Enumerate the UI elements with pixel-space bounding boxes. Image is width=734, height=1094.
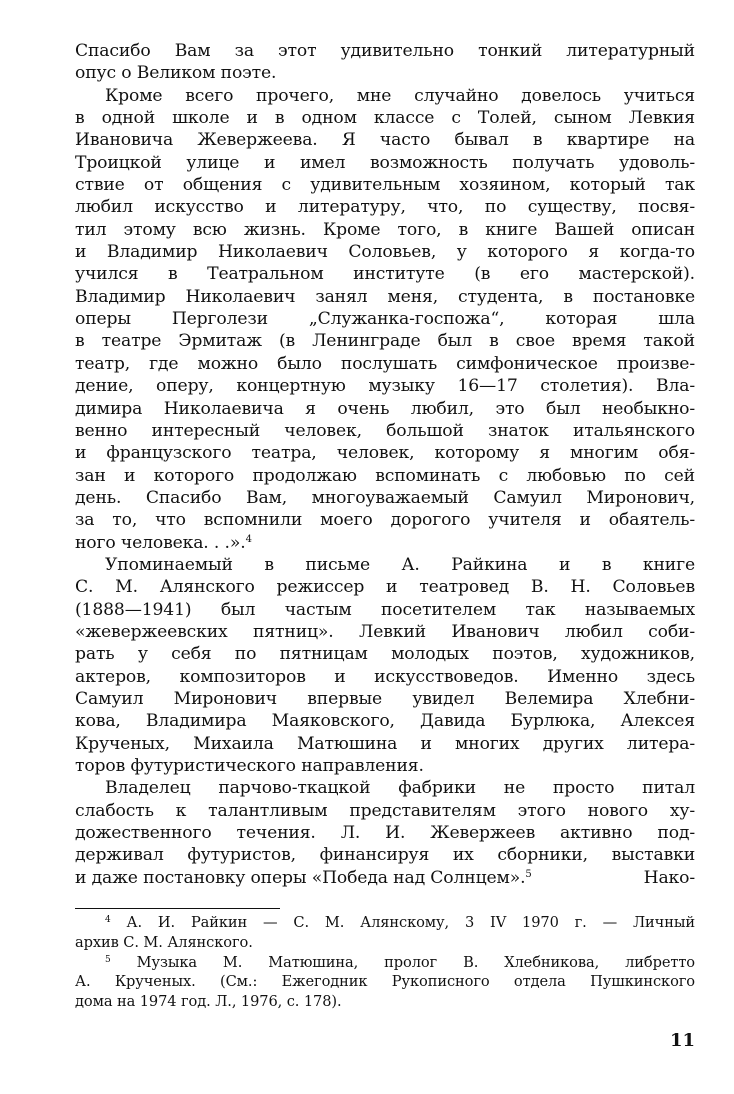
text-line: Спасибо Вам за этот удивительно тонкий литературный	[75, 41, 695, 61]
text-line	[75, 532, 695, 554]
text-line: Самуил Миронович впервые увидел Велемира Хлебни-	[75, 688, 695, 709]
footnote-line: архив С. М. Алянского.	[75, 933, 253, 951]
text-line: слабость к талантливым представителям этого нового ху-	[75, 800, 695, 821]
text-line: ствие от общения с удивительным хозяином, который так	[75, 175, 695, 196]
footnote-line: А. Крученых. (См.: Ежегодник Рукописного отдела Пушкинского	[75, 973, 695, 991]
text-line: учился в Театральном институте (в его мастерской).	[75, 264, 695, 285]
text-line	[75, 867, 695, 889]
footnote-line: дома на 1974 год. Л., 1976, с. 178).	[75, 993, 342, 1011]
text-line: и французского театра, человек, которому я многим обя-	[75, 443, 695, 464]
text-line: театр, где можно было послушать симфоническое произве-	[75, 353, 695, 374]
text-line: «жевержеевских пятниц». Левкий Иванович любил соби-	[75, 621, 695, 642]
footnote-text: Музыка М. Матюшина, пролог В. Хлебникова, либретто	[136, 953, 695, 971]
text-line: Упоминаемый в письме А. Райкина и в книге	[105, 554, 695, 575]
text-line: дожественного течения. Л. И. Жевержеев активно под-	[75, 823, 695, 844]
text-line: (1888—1941) был частым посетителем так называемых	[75, 599, 695, 620]
text-line: тил этому всю жизнь. Кроме того, в книге Вашей описан	[75, 219, 695, 240]
footnote-ref: 4	[245, 533, 252, 545]
text-line: венно интересный человек, большой знаток итальянского	[75, 420, 695, 441]
text-line: Троицкой улице и имел возможность получать удоволь-	[75, 152, 695, 173]
text-line: день. Спасибо Вам, многоуважаемый Самуил Миронович,	[75, 487, 695, 508]
text-line: дение, оперу, концертную музыку 16—17 столетия). Вла-	[75, 376, 695, 397]
main-text	[75, 40, 695, 889]
text-line: Кроме всего прочего, мне случайно довелось учиться	[105, 85, 695, 106]
text-line: и Владимир Николаевич Соловьев, у которого я когда-то	[75, 242, 695, 263]
text-line: Владимир Николаевич занял меня, студента, в постановке	[75, 286, 695, 307]
text-line: зан и которого продолжаю вспоминать с любовью по сей	[75, 465, 695, 486]
footnote-mark: 4	[105, 915, 111, 925]
text-line: в театре Эрмитаж (в Ленинграде был в свое время такой	[75, 331, 695, 352]
footnote-text: А. И. Райкин — С. М. Алянскому, 3 IV 1970 г. — Личный	[126, 914, 695, 931]
text-line: кова, Владимира Маяковского, Давида Бурлюка, Алексея	[75, 711, 695, 732]
footnotes	[75, 913, 695, 1012]
text-line: димира Николаевича я очень любил, это был необыкно-	[75, 398, 695, 419]
footnote-ref: 5	[525, 868, 532, 880]
text-line: опус о Великом поэте.	[75, 63, 277, 84]
footnote-line	[75, 913, 695, 933]
text-line: С. М. Алянского режиссер и театровед В. Н. Соловьев	[75, 577, 695, 598]
text-line-content	[75, 867, 532, 889]
page-number: 11	[669, 1030, 695, 1051]
text-line: Ивановича Жевержеева. Я часто бывал в квартире на	[75, 130, 695, 151]
text-line: Крученых, Михаила Матюшина и многих других литера-	[75, 733, 695, 754]
footnote-mark: 5	[105, 954, 111, 965]
text-line-part: и даже постановку оперы «Победа над Солнцем».	[75, 867, 526, 888]
text-line: любил искусство и литературу, что, по существу, посвя-	[75, 197, 695, 218]
text-line: Владелец парчово-ткацкой фабрики не просто питал	[105, 778, 695, 799]
text-line: в одной школе и в одном классе с Толей, сыном Левкия	[75, 108, 695, 129]
text-line: оперы Перголези „Служанка-госпожа“, которая шла	[75, 309, 695, 330]
text-line: за то, что вспомнили моего дорогого учителя и обаятель-	[75, 510, 695, 531]
text-line-part: Нако-	[643, 867, 695, 888]
text-line: актеров, композиторов и искусствоведов. Именно здесь	[75, 666, 695, 687]
text-line-content: ного человека. . .».	[75, 532, 246, 553]
text-line: держивал футуристов, финансируя их сборники, выставки	[75, 845, 695, 866]
text-line: торов футуристического направления.	[75, 756, 424, 776]
text-line: рать у себя по пятницам молодых поэтов, художников,	[75, 644, 695, 665]
footnote-divider	[75, 908, 280, 909]
footnote-line	[75, 953, 695, 973]
